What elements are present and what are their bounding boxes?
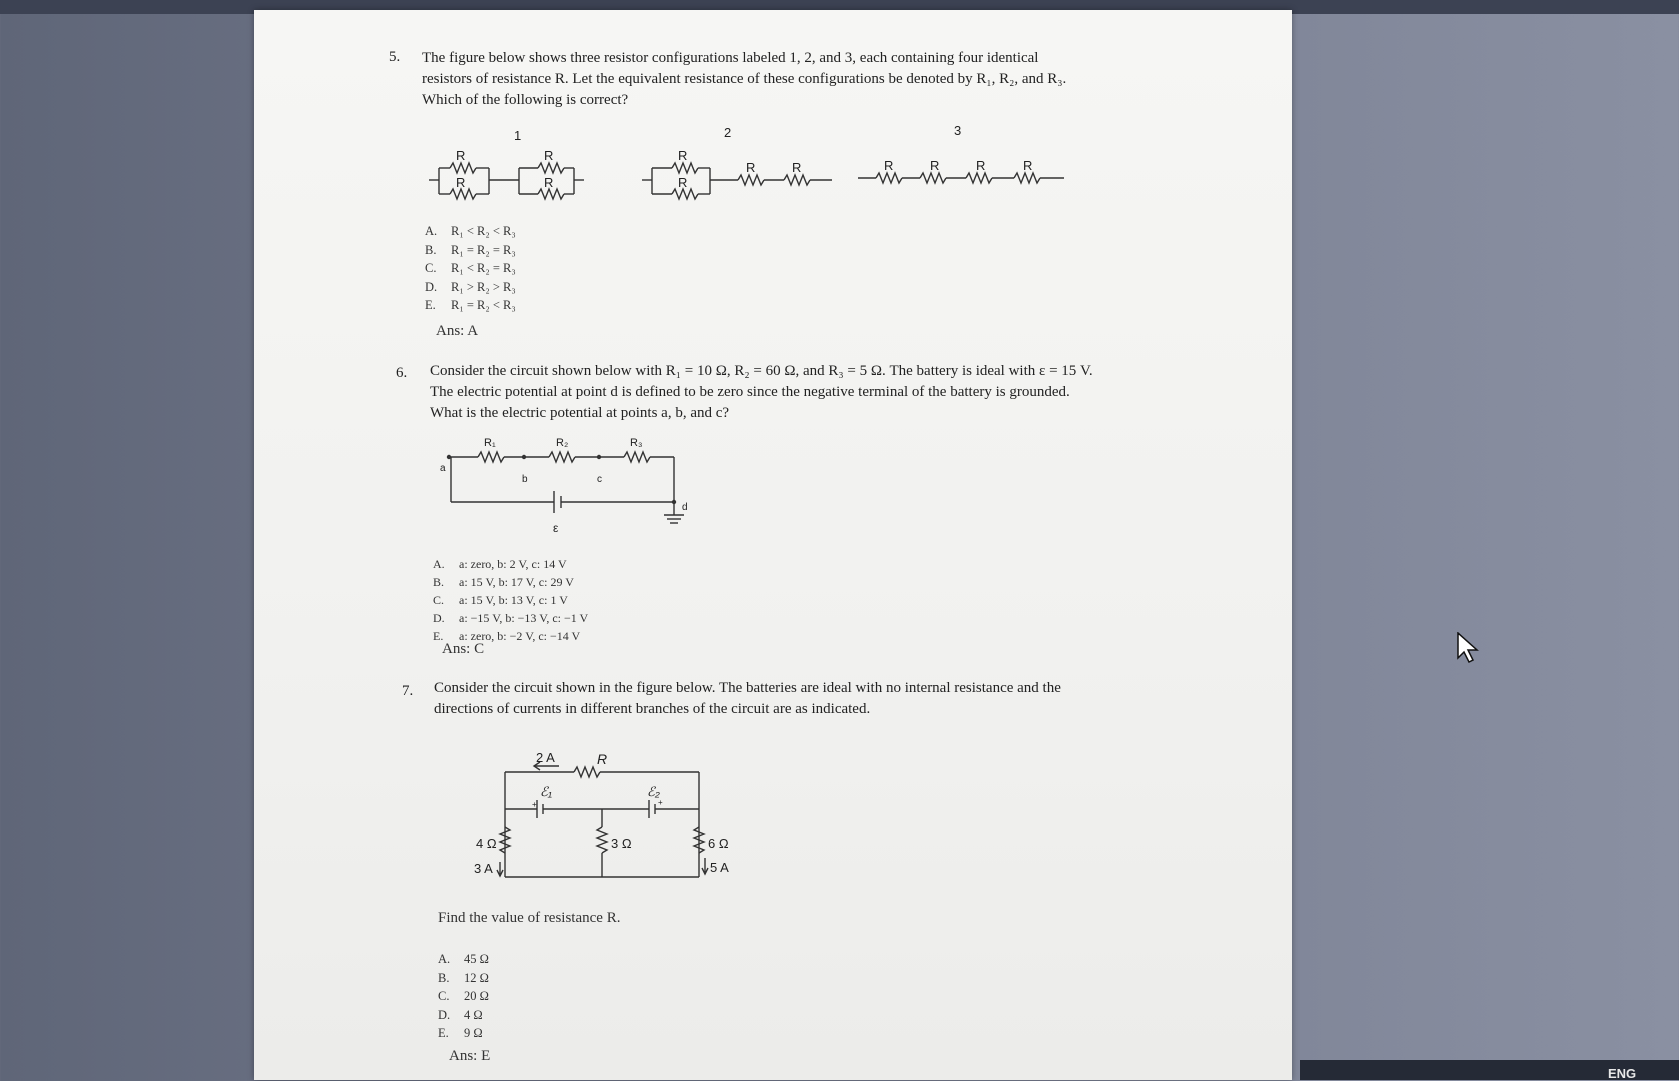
q7-answer: Ans: E — [449, 1048, 491, 1064]
q7-options — [438, 950, 489, 1043]
q7-current-top: 2 A — [536, 750, 555, 765]
q5-text-line2: resistors of resistance R. Let the equivalent resistance of these configurations be denoted by R₁, R₂, and R₃. — [422, 71, 1067, 87]
q5-r-label: R — [456, 148, 466, 163]
q7-option-a: A. 45 Ω — [438, 952, 489, 966]
q5-option-c: C. R₁ < R₂ = R₃ — [425, 261, 516, 275]
q7-r-left-label: 4 Ω — [476, 836, 497, 851]
q7-current-left: 3 A — [474, 861, 493, 876]
q5-config-label-1: 1 — [514, 128, 522, 143]
q7-option-b: B. 12 Ω — [438, 970, 489, 985]
q7-r-label: R — [597, 751, 608, 767]
q6-r3-label: R₃ — [630, 437, 643, 449]
q7-emf1-label: ℰ₁ — [540, 784, 552, 799]
q6-option-b: B. a: 15 V, b: 17 V, c: 29 V — [433, 575, 574, 589]
q7-r-mid-label: 3 Ω — [611, 836, 632, 851]
q6-option-e: E. a: zero, b: −2 V, c: −14 V — [433, 629, 581, 643]
q5-r-label: R — [884, 158, 894, 173]
q7-option-e: E. 9 Ω — [438, 1026, 483, 1040]
q6-option-d: D. a: −15 V, b: −13 V, c: −1 V — [433, 611, 589, 625]
q6-r1-label: R₁ — [484, 437, 496, 449]
q5-r-label: R — [976, 158, 986, 173]
q6-emf-label: ε — [553, 521, 559, 535]
q7-plus-sign: + — [532, 800, 537, 809]
q5-r-label: R — [678, 148, 688, 163]
q5-answer: Ans: A — [436, 323, 479, 339]
q5-config-label-2: 2 — [724, 125, 732, 140]
q7-text-line2: directions of currents in different branches of the circuit are as indicated. — [434, 701, 871, 717]
q5-option-b: B. R₁ = R₂ = R₃ — [425, 242, 516, 257]
q7-number: 7. — [402, 683, 414, 699]
q5-text-line1: The figure below shows three resistor configurations labeled 1, 2, and 3, each containing four identical — [422, 50, 1039, 66]
q5-text-line3: Which of the following is correct? — [422, 92, 629, 108]
q5-r-label: R — [746, 160, 756, 175]
q7-find-text: Find the value of resistance R. — [438, 910, 621, 926]
q6-point-d: d — [682, 502, 688, 513]
q6-option-a: A. a: zero, b: 2 V, c: 14 V — [433, 557, 567, 571]
q5-option-d: D. R₁ > R₂ > R₃ — [425, 279, 516, 294]
q5-config-label-3: 3 — [954, 123, 962, 138]
q7-emf2-label: ℰ₂ — [647, 784, 660, 799]
q7-circuit — [254, 10, 1292, 910]
q5-option-a: A. R₁ < R₂ < R₃ — [425, 224, 516, 238]
q6-point-b: b — [522, 474, 528, 485]
q7-current-right: 5 A — [710, 860, 729, 875]
q6-point-c: c — [597, 474, 602, 485]
q7-text-line1: Consider the circuit shown in the figure below. The batteries are ideal with no internal resistance and the — [434, 680, 1061, 696]
q5-number: 5. — [389, 49, 401, 65]
document-page — [254, 10, 1292, 1080]
q5-r-label: R — [544, 175, 554, 190]
q6-r2-label: R₂ — [556, 437, 569, 449]
q6-text-line1: Consider the circuit shown below with R₁ = 10 Ω, R₂ = 60 Ω, and R₃ = 5 Ω. The battery is ideal with ε = 15 V. — [430, 363, 1093, 379]
q6-number: 6. — [396, 365, 408, 381]
q5-r-label: R — [456, 175, 466, 190]
q5-r-label: R — [544, 148, 554, 163]
q6-text-line2: The electric potential at point d is defined to be zero since the negative terminal of the battery is grounded. — [430, 384, 1070, 400]
q6-text-line3: What is the electric potential at points a, b, and c? — [430, 405, 730, 421]
q6-option-c: C. a: 15 V, b: 13 V, c: 1 V — [433, 593, 568, 607]
q5-r-label: R — [1023, 158, 1033, 173]
mouse-cursor-icon — [1456, 632, 1480, 664]
language-indicator[interactable]: ENG — [1608, 1066, 1637, 1081]
q5-r-label: R — [930, 158, 940, 173]
q5-r-label: R — [678, 175, 688, 190]
q7-option-c: C. 20 Ω — [438, 989, 489, 1003]
q7-plus-sign: + — [658, 798, 663, 807]
q5-r-label: R — [792, 160, 802, 175]
q7-option-d: D. 4 Ω — [438, 1007, 483, 1022]
q6-point-a: a — [440, 463, 446, 474]
q5-option-e: E. R₁ = R₂ < R₃ — [425, 298, 516, 312]
q6-answer: Ans: C — [442, 641, 485, 657]
q7-r-right-label: 6 Ω — [708, 836, 729, 851]
